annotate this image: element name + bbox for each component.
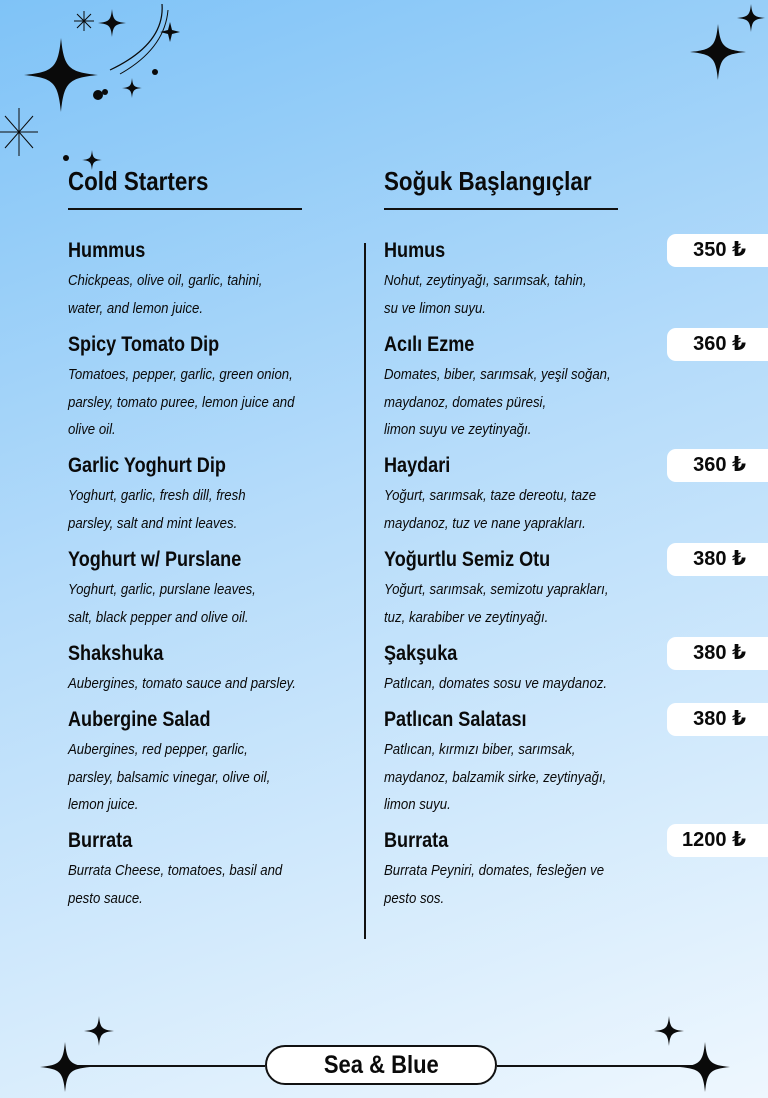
dish-name: Burrata [68,829,133,852]
dish-description: Burrata Cheese, tomatoes, basil and pesto sauce. [68,862,283,907]
dish-name: Spicy Tomato Dip [68,333,220,356]
dish-description: Aubergines, red pepper, garlic, parsley, balsamic vinegar, olive oil, lemon juice. [68,741,271,813]
price-tag: 380 ₺ [667,637,768,670]
menu-item-english [68,707,298,819]
shooting-star-icon [100,0,180,80]
menu-item-turkish [384,453,625,537]
menu-item-turkish [384,238,614,322]
menu-item-turkish [384,641,637,698]
dish-description: Yoğurt, sarımsak, taze dereotu, taze maydanoz, tuz ve nane yaprakları. [384,487,597,532]
dish-description: Burrata Peyniri, domates, fesleğen ve pesto sos. [384,862,605,907]
footer-rule [74,1065,265,1067]
dish-description: Yoghurt, garlic, purslane leaves, salt, black pepper and olive oil. [68,581,256,626]
sparkle-star-icon [40,1038,90,1096]
dish-name: Burrata [384,829,449,852]
footer-rule [497,1065,701,1067]
dish-name: Haydari [384,454,451,477]
dish-name: Şakşuka [384,642,458,665]
menu-item-turkish [384,547,639,631]
dish-description: Patlıcan, domates sosu ve maydanoz. [384,675,608,692]
brand-badge [265,1045,497,1085]
dish-description: Nohut, zeytinyağı, sarımsak, tahin, su ve limon suyu. [384,272,587,317]
dish-description: Tomatoes, pepper, garlic, green onion, parsley, tomato puree, lemon juice and olive oil. [68,366,295,438]
dish-description: Yoghurt, garlic, fresh dill, fresh parsley, salt and mint leaves. [68,487,246,532]
dish-description: Chickpeas, olive oil, garlic, tahini, water, and lemon juice. [68,272,263,317]
dish-name: Yoghurt w/ Purslane [68,548,242,571]
brand-name: Sea & Blue [323,1051,439,1079]
sparkle-star-icon [24,38,98,112]
column-divider [364,243,366,939]
menu-item-english [68,641,327,698]
dish-name: Yoğurtlu Semiz Otu [384,548,551,571]
heading-underline [384,208,618,210]
menu-item-turkish [384,332,642,444]
dish-description: Yoğurt, sarımsak, semizotu yaprakları, tuz, karabiber ve zeytinyağı. [384,581,609,626]
heading-english: Cold Starters [68,166,209,196]
price-tag: 360 ₺ [667,328,768,361]
dish-name: Humus [384,239,446,262]
heading-underline [68,208,302,210]
menu-item-english [68,332,325,444]
dish-name: Aubergine Salad [68,708,211,731]
dish-name: Patlıcan Salatası [384,708,527,731]
menu-item-english [68,828,311,912]
dish-description: Domates, biber, sarımsak, yeşil soğan, maydanoz, domates püresi, limon suyu ve zeytinyağı. [384,366,611,438]
sparkle-star-icon [122,78,142,98]
sparkle-star-icon [680,1038,730,1096]
sparkle-star-icon [737,4,765,32]
sparkle-star-icon [654,1016,684,1046]
menu-item-english [68,453,270,537]
twinkle-star-icon [90,85,110,105]
price-tag: 1200 ₺ [667,824,768,857]
menu-item-turkish [384,828,634,912]
menu-item-turkish [384,707,637,819]
dish-name: Garlic Yoghurt Dip [68,454,226,477]
price-tag: 360 ₺ [667,449,768,482]
menu-item-english [68,238,289,322]
twinkle-star-icon [74,11,94,31]
price-tag: 380 ₺ [667,543,768,576]
dish-description: Aubergines, tomato sauce and parsley. [68,675,296,692]
sparkle-star-icon [84,1016,114,1046]
dish-description: Patlıcan, kırmızı biber, sarımsak, maydanoz, balzamik sirke, zeytinyağı, limon suyu. [384,741,607,813]
dish-name: Acılı Ezme [384,333,475,356]
heading-turkish: Soğuk Başlangıçlar [384,166,592,196]
sparkle-star-icon [690,24,746,80]
price-tag: 380 ₺ [667,703,768,736]
dish-name: Shakshuka [68,642,164,665]
twinkle-star-icon [60,152,72,164]
price-tag: 350 ₺ [667,234,768,267]
menu-item-english [68,547,281,631]
dish-name: Hummus [68,239,146,262]
twinkle-star-icon [0,108,38,156]
